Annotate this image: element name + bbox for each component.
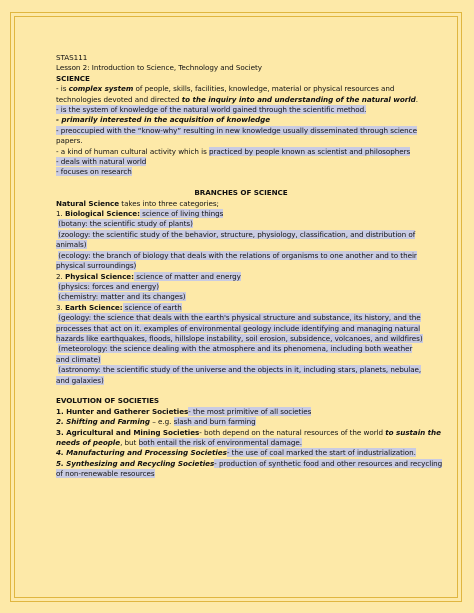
lesson-title: Lesson 2: Introduction to Science, Technology and Society bbox=[56, 63, 262, 73]
document-body bbox=[56, 53, 443, 480]
chemistry-def: (chemistry: matter and its changes) bbox=[58, 292, 186, 302]
science-def-7: - focuses on research bbox=[56, 167, 132, 177]
society-5-cont: of non-renewable resources bbox=[56, 469, 155, 479]
society-3-cont: needs of people, but both entail the risk of environmental damage. bbox=[56, 438, 302, 447]
botany-def: (botany: the scientific study of plants) bbox=[58, 219, 193, 229]
natural-science-intro: Natural Science takes into three categories; bbox=[56, 198, 219, 208]
science-def-4-cont: papers. bbox=[56, 136, 83, 146]
ecology-def: (ecology: the branch of biology that deals with the relations of organisms to one another and to their bbox=[58, 250, 417, 260]
science-def-2: - is the system of knowledge of the natural world gained through the scientific method. bbox=[56, 105, 367, 115]
science-def-5: - a kind of human cultural activity which is practiced by people known as scientist and philosophers bbox=[56, 146, 411, 156]
society-2: 2. Shifting and Farming – e.g. slash and burn farming bbox=[56, 417, 256, 427]
course-code: STAS111 bbox=[56, 53, 88, 62]
science-def-3: - primarily interested in the acquisition of knowledge bbox=[56, 115, 271, 125]
zoology-def-cont: animals) bbox=[56, 240, 87, 250]
science-def-1-cont: technologies devoted and directed to the inquiry into and understanding of the natural world. bbox=[56, 94, 418, 104]
ecology-def-cont: physical surroundings) bbox=[56, 261, 137, 271]
science-def-6: - deals with natural world bbox=[56, 157, 147, 167]
astronomy-def: (astronomy: the scientific study of the universe and the objects in it, including stars, planets, nebulae, bbox=[58, 365, 422, 375]
physical-science: 2. Physical Science: science of matter and energy bbox=[56, 271, 241, 281]
society-5: 5. Synthesizing and Recycling Societies- production of synthetic food and other resources and recycling bbox=[56, 458, 443, 468]
branches-heading: BRANCHES OF SCIENCE bbox=[194, 188, 288, 198]
meteorology-def-cont: and climate) bbox=[56, 354, 101, 364]
society-1: 1. Hunter and Gatherer Societies- the most primitive of all societies bbox=[56, 406, 312, 416]
evolution-heading: EVOLUTION OF SOCIETIES bbox=[56, 396, 160, 406]
society-4: 4. Manufacturing and Processing Societies- the use of coal marked the start of industrialization. bbox=[56, 448, 416, 458]
science-heading: SCIENCE bbox=[56, 73, 90, 83]
meteorology-def: (meteorology: the science dealing with the atmosphere and its phenomena, including both weather bbox=[58, 344, 413, 354]
science-def-4: - preoccupied with the “know-why” resulting in new knowledge usually disseminated through science bbox=[56, 125, 417, 135]
geology-def: (geology: the science that deals with the earth's physical structure and substance, its history, and the bbox=[58, 313, 421, 323]
biological-science: 1. Biological Science: science of living things bbox=[56, 209, 224, 219]
earth-science: 3. Earth Science: science of earth bbox=[56, 302, 182, 312]
zoology-def: (zoology: the scientific study of the behavior, structure, physiology, classification, and distribution of bbox=[58, 229, 416, 239]
geology-def-cont-2: hazards like earthquakes, floods, hillslope instability, soil erosion, subsidence, volcanoes, and wildfires) bbox=[56, 333, 423, 343]
astronomy-def-cont: and galaxies) bbox=[56, 375, 104, 385]
geology-def-cont-1: processes that act on it. examples of environmental geology include identifying and managing natural bbox=[56, 323, 421, 333]
science-def-1: - is complex system of people, skills, facilities, knowledge, material or physical resources and bbox=[56, 84, 395, 94]
physics-def: (physics: forces and energy) bbox=[58, 281, 159, 291]
society-3: 3. Agricultural and Mining Societies- both depend on the natural resources of the world to sustain the bbox=[56, 427, 441, 437]
